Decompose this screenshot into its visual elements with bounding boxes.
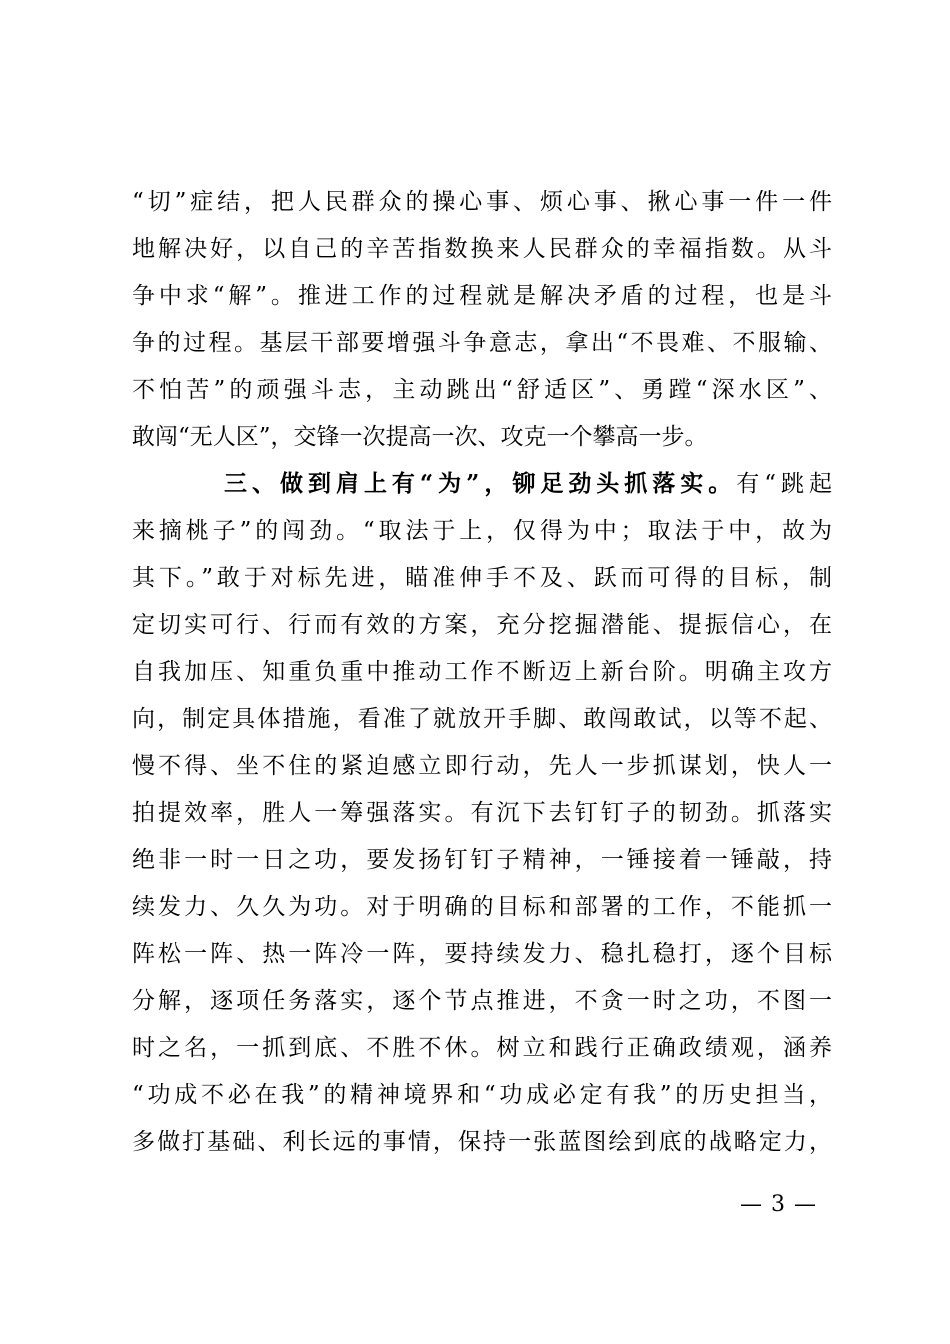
text-run: 有“跳起 [736,471,832,497]
text-line: 向，制定具体措施，看准了就放开手脚、敢闯敢试，以等不起、 [132,706,832,732]
text-line: 多做打基础、利长远的事情，保持一张蓝图绘到底的战略定力， [132,1129,832,1155]
page-number: — 3 — [740,1192,817,1217]
text-line: 自我加压、知重负重中推动工作不断迈上新台阶。明确主攻方 [132,659,832,685]
section-heading: 三、做到肩上有“为”，铆足劲头抓落实。 [224,470,737,497]
text-line: 来摘桃子”的闯劲。“取法于上，仅得为中；取法于中，故为 [132,518,832,544]
text-line: 地解决好，以自己的辛苦指数换来人民群众的幸福指数。从斗 [132,236,832,262]
text-line: 绝非一时一日之功，要发扬钉钉子精神，一锤接着一锤敲，持 [132,847,832,873]
text-line: 争的过程。基层干部要增强斗争意志，拿出“不畏难、不服输、 [132,330,832,356]
text-line: 慢不得、坐不住的紧迫感立即行动，先人一步抓谋划，快人一 [132,753,832,779]
text-line: 不怕苦”的顽强斗志，主动跳出“舒适区”、勇蹚“深水区”、 [132,377,832,403]
text-line: 时之名，一抓到底、不胜不休。树立和践行正确政绩观，涵养 [132,1035,832,1061]
text-line: 拍提效率，胜人一筹强落实。有沉下去钉钉子的韧劲。抓落实 [132,800,832,826]
paragraph-1 [132,186,832,468]
text-line: 续发力、久久为功。对于明确的目标和部署的工作，不能抓一 [132,894,832,920]
paragraph-2-first-line [132,468,832,515]
text-line: 敢闯“无人区”，交锋一次提高一次、攻克一个攀高一步。 [132,424,708,450]
text-line: 阵松一阵、热一阵冷一阵，要持续发力、稳扎稳打，逐个目标 [132,941,832,967]
text-line: 分解，逐项任务落实，逐个节点推进，不贪一时之功，不图一 [132,988,832,1014]
text-line: 争中求“解”。推进工作的过程就是解决矛盾的过程，也是斗 [132,283,832,309]
paragraph-2 [132,468,832,1173]
text-line: “功成不必在我”的精神境界和“功成必定有我”的历史担当， [132,1082,832,1108]
text-line: 定切实可行、行而有效的方案，充分挖掘潜能、提振信心，在 [132,612,832,638]
text-line: 其下。”敢于对标先进，瞄准伸手不及、跃而可得的目标，制 [132,565,832,591]
document-body [132,186,832,1173]
text-line: “切”症结，把人民群众的操心事、烦心事、揪心事一件一件 [132,189,832,215]
